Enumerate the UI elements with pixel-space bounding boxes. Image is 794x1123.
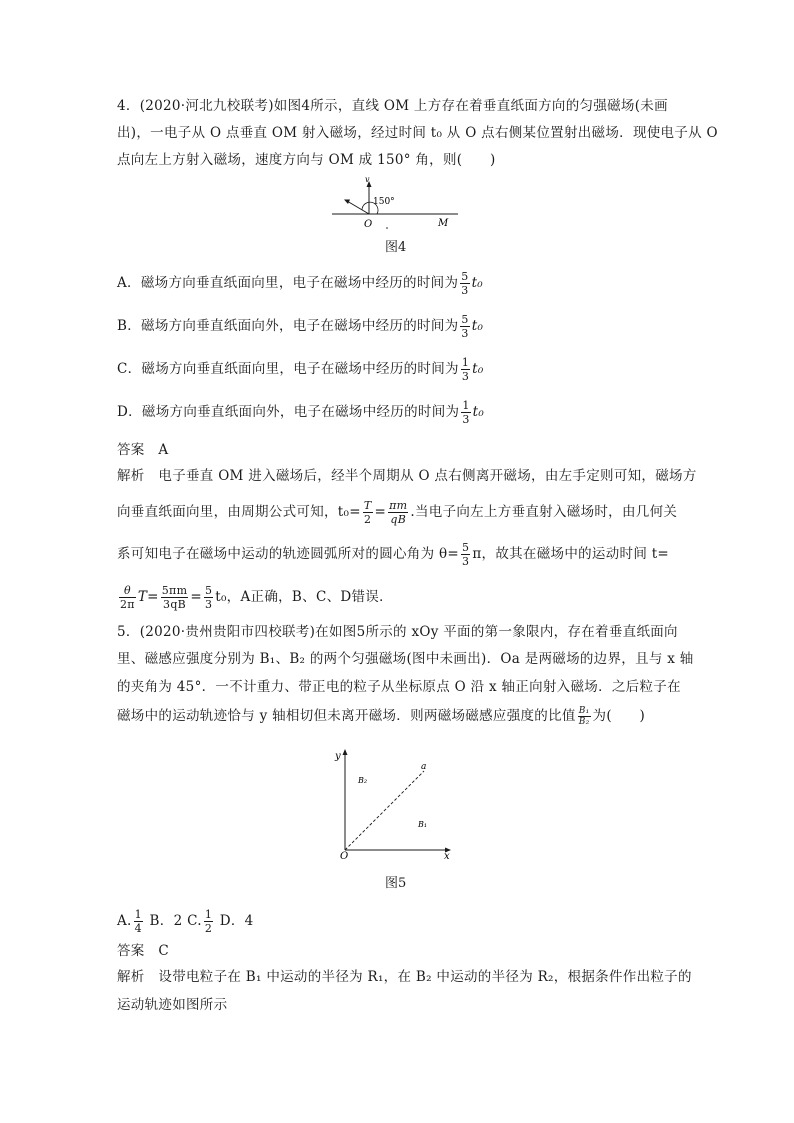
figure-5-diagram — [330, 745, 460, 865]
option-b-text: B．磁场方向垂直纸面向外，电子在磁场中经历的时间为 — [117, 318, 459, 334]
a-label: a — [421, 762, 427, 772]
frac-den: B₂ — [578, 717, 590, 727]
frac-den: 4 — [134, 922, 142, 935]
b2-label: B₂ — [358, 776, 368, 785]
figure-5-caption: 图5 — [385, 876, 407, 891]
b1-label: B₁ — [418, 820, 428, 829]
option-c-fraction — [204, 908, 213, 935]
fraction-theta-over-2pi — [119, 584, 136, 611]
frac-num: 5 — [461, 270, 469, 283]
frac-den: qB — [390, 513, 407, 526]
option-a-fraction — [134, 908, 143, 935]
frac-num: 5 — [461, 313, 469, 326]
q5-stem-line-1: 5．(2020·贵州贵阳市四校联考)在如图5所示的 xOy 平面的第一象限内，存在着垂直纸面向 — [117, 624, 678, 640]
figure-4-diagram — [330, 172, 465, 232]
fraction-5-over-3-b — [204, 584, 213, 611]
q5-options — [117, 908, 682, 935]
option-d-text: D．磁场方向垂直纸面向外，电子在磁场中经历的时间为 — [117, 404, 460, 420]
frac-den: 2 — [364, 513, 372, 526]
boundary-oa — [345, 771, 424, 850]
v-label: v — [365, 175, 370, 184]
o-label: O — [340, 851, 349, 862]
option-d: D．4 — [219, 913, 254, 929]
q4-stem-line-2: 出)，一电子从 O 点垂直 OM 射入磁场，经过时间 t₀ 从 O 点右侧某位置射出磁场．现使电子从 O — [117, 125, 718, 141]
option-a-suffix: t₀ — [471, 275, 483, 291]
frac-den: 3qB — [163, 598, 187, 611]
q5-stem-line-3: 的夹角为 45°．一不计重力、带正电的粒子从坐标原点 O 沿 x 轴正向射入磁场．之后粒子在 — [117, 679, 681, 695]
q4-analysis-line-3 — [117, 541, 682, 568]
frac-num: T — [363, 499, 372, 512]
q5-answer: 答案 C — [117, 943, 170, 959]
option-b-suffix: t₀ — [471, 318, 484, 334]
option-d-fraction — [461, 399, 470, 426]
option-a-fraction — [460, 270, 469, 297]
option-b-fraction — [460, 313, 469, 340]
frac-num: 5 — [204, 584, 213, 597]
y-label: y — [335, 751, 341, 762]
option-c-suffix: t₀ — [472, 361, 484, 377]
analysis-text: T= — [137, 589, 159, 605]
analysis-text: 系可知电子在磁场中运动的轨迹圆弧所对的圆心角为 θ= — [117, 546, 460, 562]
frac-den: 2 — [204, 922, 213, 935]
frac-num: 5 — [462, 541, 470, 554]
analysis-text: t₀，A正确，B、C、D错误． — [215, 589, 393, 605]
option-c-prefix: C. — [187, 913, 202, 929]
stem-text: 为( ) — [592, 708, 646, 724]
frac-den: 3 — [461, 370, 470, 383]
q4-option-d — [117, 399, 682, 426]
option-c-text: C．磁场方向垂直纸面向里，电子在磁场中经历的时间为 — [117, 361, 459, 377]
frac-num: θ — [119, 584, 136, 598]
frac-den: 3 — [462, 413, 470, 426]
analysis-text: π，故其在磁场中的运动时间 t= — [472, 546, 670, 562]
frac-num: 1 — [461, 356, 470, 369]
angle-label: 150° — [373, 197, 395, 207]
q4-answer: 答案 A — [117, 442, 169, 458]
frac-num: 5πm — [161, 584, 188, 597]
q4-analysis-line-2 — [117, 499, 682, 526]
q5-stem-line-2: 里、磁感应强度分别为 B₁、B₂ 的两个匀强磁场(图中未画出)．Oa 是两磁场的边界，且与 x 轴 — [117, 651, 694, 667]
frac-num: 1 — [204, 908, 213, 921]
m-label: M — [438, 218, 449, 229]
q4-analysis-line-4 — [117, 584, 682, 611]
frac-num: 1 — [134, 908, 142, 921]
fraction-b1-over-b2 — [578, 706, 591, 727]
figure-4-caption: 图4 — [385, 240, 407, 255]
q5-analysis-line-1: 解析 设带电粒子在 B₁ 中运动的半径为 R₁，在 B₂ 中运动的半径为 R₂，根据条件作出粒子的 — [117, 969, 692, 985]
q4-analysis-line-1: 解析 电子垂直 OM 进入磁场后，经半个周期从 O 点右侧离开磁场，由左手定则可知，磁场方 — [117, 468, 697, 484]
frac-den: 3 — [462, 555, 470, 568]
q4-option-b — [117, 313, 682, 340]
option-b: B．2 — [149, 913, 183, 929]
frac-den: 3 — [461, 284, 469, 297]
frac-num: 1 — [462, 399, 470, 412]
o-label: O — [364, 219, 373, 230]
y-axis-arrowhead — [343, 749, 348, 755]
fraction-t-over-2 — [363, 499, 373, 526]
analysis-text: .当电子向左上方垂直射入磁场时，由几何关 — [410, 504, 678, 520]
frac-num: B₁ — [578, 706, 590, 716]
frac-den: 3 — [204, 598, 213, 611]
option-c-fraction — [461, 356, 470, 383]
q5-analysis-line-2: 运动轨迹如图所示 — [117, 997, 228, 1013]
q5-stem-line-4 — [117, 706, 682, 727]
x-label: x — [444, 851, 450, 862]
equals-sign: = — [190, 589, 202, 605]
frac-num: πm — [389, 499, 408, 512]
dot-mark — [386, 227, 388, 229]
q4-option-c — [117, 356, 682, 383]
fraction-5-over-3 — [461, 541, 470, 568]
frac-den: 3 — [461, 327, 469, 340]
q4-stem-line-3: 点向左上方射入磁场，速度方向与 OM 成 150° 角，则( ) — [117, 152, 496, 168]
fraction-5pim-over-3qb — [161, 584, 189, 611]
option-a-text: A．磁场方向垂直纸面向里，电子在磁场中经历的时间为 — [117, 275, 459, 291]
q4-option-a — [117, 270, 682, 297]
equals-sign: = — [374, 504, 387, 520]
option-a-prefix: A. — [117, 913, 132, 929]
q4-stem-line-1: 4．(2020·河北九校联考)如图4所示，直线 OM 上方存在着垂直纸面方向的匀强磁场(未画 — [117, 98, 668, 114]
option-d-suffix: t₀ — [472, 404, 485, 420]
fraction-pim-over-qb — [388, 499, 408, 526]
frac-den: 2π — [120, 598, 135, 611]
stem-text: 磁场中的运动轨迹恰与 y 轴相切但未离开磁场．则两磁场磁感应强度的比值 — [117, 708, 576, 724]
analysis-text: 向垂直纸面向里，由周期公式可知，t₀= — [117, 504, 361, 520]
